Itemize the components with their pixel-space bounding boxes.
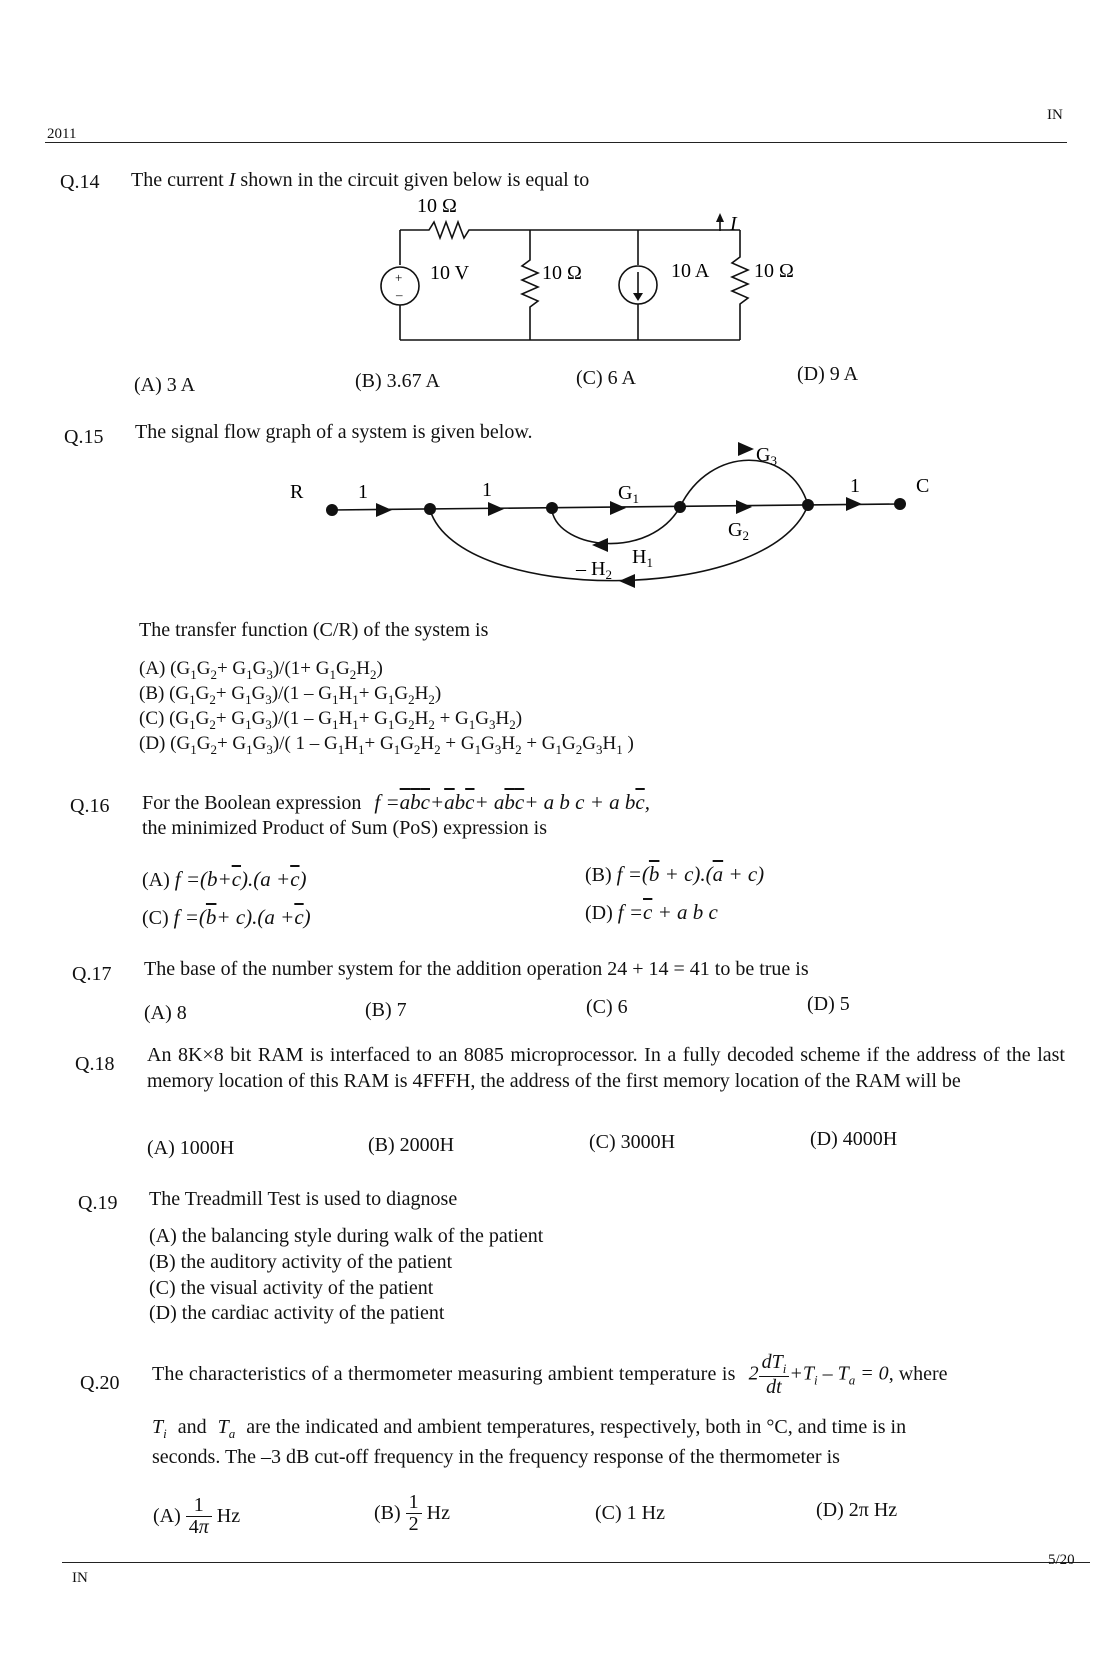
q20-line1-text: The characteristics of a thermometer measuring ambient temperature is bbox=[152, 1363, 736, 1386]
q17-option-b: (B) 7 bbox=[365, 999, 407, 1021]
q15-option-b-expr: $(G_1G_2+ G_1G_3)/(1 - G_1H_1+ G_1G_2H_2)$ bbox=[169, 683, 442, 707]
q14-label-current: I bbox=[730, 213, 737, 235]
q15-tf-text: The transfer function (C/R) of the system is bbox=[139, 619, 489, 641]
q20-option-b-label: (B) bbox=[374, 1502, 401, 1524]
q16-boolean-expression: $f =\overline{a}\overline{b}\overline{c}+\overline{a}b\overline{c}+ a\overline{b}\overline{c}+ a$ b c + a $b\overline{c}$, bbox=[374, 790, 650, 814]
q14-label-r-mid: 10 Ω bbox=[542, 262, 582, 284]
header-paper-code: IN bbox=[1047, 107, 1063, 123]
q20-option-a-fraction: $\frac{1}{4\pi}$ bbox=[186, 1495, 212, 1538]
q15-node-2 bbox=[424, 503, 436, 515]
q16-option-b bbox=[585, 862, 764, 887]
q19-question: The Treadmill Test is used to diagnose bbox=[149, 1188, 458, 1210]
q20-option-a-unit: Hz bbox=[216, 1505, 241, 1527]
q14-option-a: (A) 3 A bbox=[134, 374, 196, 396]
q15-label-gain-1a: 1 bbox=[358, 481, 368, 503]
q15-option-b bbox=[139, 683, 441, 708]
q20-var-ta: $T_a$ bbox=[217, 1416, 236, 1441]
q15-number: Q.15 bbox=[64, 426, 104, 448]
footer-page-number: 5/20 bbox=[1048, 1552, 1075, 1568]
q14-text-after: shown in the circuit given below is equal to bbox=[235, 169, 590, 191]
q14-right-resistor bbox=[732, 230, 748, 340]
q15-arrow-2 bbox=[488, 502, 504, 516]
q15-arrow-1 bbox=[376, 503, 392, 517]
q20-option-b bbox=[374, 1492, 450, 1535]
q15-label-g2-sub: 2 bbox=[742, 528, 749, 543]
q15-label-g3 bbox=[756, 444, 777, 468]
q15-arrow-4 bbox=[736, 500, 752, 514]
q15-label-gain-1c: 1 bbox=[850, 475, 860, 497]
q16-option-c-label: (C) bbox=[142, 907, 169, 929]
q16-option-d-label: (D) bbox=[585, 902, 613, 924]
q18-option-d: (D) 4000H bbox=[810, 1128, 898, 1150]
q15-label-g1 bbox=[618, 482, 639, 506]
q15-label-minus-h2 bbox=[575, 558, 612, 582]
q15-label-h1-letter: H bbox=[632, 546, 647, 568]
q17-option-a: (A) 8 bbox=[144, 1002, 187, 1024]
q15-arrow-h1 bbox=[592, 538, 608, 552]
q17-option-c: (C) 6 bbox=[586, 996, 628, 1018]
q15-label-r: R bbox=[290, 481, 304, 503]
q20-option-b-unit: Hz bbox=[426, 1502, 450, 1524]
q16-option-b-expr: $f =(\overline{b} + c).(\overline{a} + c)$ bbox=[616, 862, 765, 886]
q18-option-c: (C) 3000H bbox=[589, 1131, 676, 1153]
q15-node-c bbox=[894, 498, 906, 510]
q15-label-c: C bbox=[916, 475, 930, 497]
q15-node-5 bbox=[802, 499, 814, 511]
q14-option-d: (D) 9 A bbox=[797, 363, 859, 385]
q16-option-a-expr: $f =(b+\overline{c}).(a +\overline{c})$ bbox=[174, 867, 307, 891]
q16-line2: the minimized Product of Sum (PoS) expression is bbox=[142, 817, 547, 839]
q15-option-a-label: (A) bbox=[139, 658, 166, 679]
q16-option-c-expr: $f =(\overline{b}+ c).(a +\overline{c})$ bbox=[173, 905, 311, 929]
q20-option-c: (C) 1 Hz bbox=[595, 1502, 665, 1524]
q15-option-d-expr: $(G_1G_2+ G_1G_3)/$( $1 - G_1H_1+ G_1G_2H_2 + G_1G_3H_2 + G_1G_2G_3H_1$ ) bbox=[170, 733, 634, 757]
q14-label-source-v: 10 V bbox=[430, 262, 470, 284]
q14-top-wire bbox=[400, 222, 740, 238]
q15-node-r bbox=[326, 504, 338, 516]
q15-arrow-5 bbox=[846, 497, 862, 511]
q16-line1-text: For the Boolean expression bbox=[142, 792, 362, 814]
q15-arrow-h2 bbox=[619, 574, 635, 588]
header-rule bbox=[45, 142, 1067, 143]
q20-equation: 2 $\frac{dT_i}{dt}$ $+T_i - T_a = 0$ bbox=[748, 1351, 889, 1398]
q20-option-a bbox=[153, 1495, 240, 1538]
q14-mid-resistor bbox=[522, 230, 538, 340]
q15-option-c bbox=[139, 708, 522, 733]
q20-line2 bbox=[152, 1416, 906, 1442]
q15-label-gain-1b: 1 bbox=[482, 479, 492, 501]
q17-number: Q.17 bbox=[72, 963, 112, 985]
q15-label-g2-letter: G bbox=[728, 519, 743, 541]
q16-number: Q.16 bbox=[70, 795, 110, 817]
q15-label-g3-letter: G bbox=[756, 444, 771, 466]
q14-plus-sign: + bbox=[395, 270, 403, 285]
q19-number: Q.19 bbox=[78, 1192, 118, 1214]
q19-option-b: (B) the auditory activity of the patient bbox=[149, 1251, 453, 1273]
q14-label-r-top: 10 Ω bbox=[417, 195, 457, 217]
q18-option-b: (B) 2000H bbox=[368, 1134, 455, 1156]
q15-option-d-label: (D) bbox=[139, 733, 166, 754]
q16-line1 bbox=[142, 790, 650, 815]
q19-option-c: (C) the visual activity of the patient bbox=[149, 1277, 434, 1299]
q20-line1 bbox=[152, 1352, 1067, 1398]
q15-signal-flow-graph bbox=[290, 440, 950, 610]
q14-minus-sign: – bbox=[396, 287, 403, 302]
q16-option-b-label: (B) bbox=[585, 864, 612, 886]
footer-paper-code: IN bbox=[72, 1570, 88, 1586]
q15-label-g1-letter: G bbox=[618, 482, 633, 504]
footer-rule bbox=[62, 1562, 1090, 1563]
q14-number: Q.14 bbox=[60, 171, 100, 193]
q15-label-g1-sub: 1 bbox=[632, 491, 639, 506]
q15-loop-h1 bbox=[552, 507, 680, 544]
q15-label-h1 bbox=[632, 546, 653, 570]
q15-question: The signal flow graph of a system is given below. bbox=[135, 421, 533, 443]
header-year: 2011 bbox=[47, 126, 77, 142]
q14-circuit-diagram bbox=[370, 195, 820, 345]
q15-option-d bbox=[139, 733, 634, 758]
q20-number: Q.20 bbox=[80, 1372, 120, 1394]
q19-option-a: (A) the balancing style during walk of the patient bbox=[149, 1225, 544, 1247]
q14-option-c: (C) 6 A bbox=[576, 367, 636, 389]
q15-branch-g3 bbox=[680, 460, 808, 507]
q15-label-minus-h2-sub: 2 bbox=[605, 567, 612, 582]
q20-option-d: (D) 2π Hz bbox=[816, 1499, 898, 1521]
q18-option-a: (A) 1000H bbox=[147, 1137, 235, 1159]
q14-var: I bbox=[228, 169, 236, 191]
q19-option-d: (D) the cardiac activity of the patient bbox=[149, 1302, 445, 1324]
q15-label-h1-sub: 1 bbox=[646, 555, 653, 570]
q20-line3: seconds. The –3 dB cut-off frequency in the frequency response of the thermometer is bbox=[152, 1446, 840, 1468]
q14-label-source-i: 10 A bbox=[671, 260, 710, 282]
q16-option-a-label: (A) bbox=[142, 869, 170, 891]
q15-label-g2 bbox=[728, 519, 749, 543]
q15-option-a-expr: $(G_1G_2+ G_1G_3)/(1+ G_1G_2H_2)$ bbox=[170, 658, 383, 682]
q14-question bbox=[131, 169, 589, 192]
q15-node-3 bbox=[546, 502, 558, 514]
q15-node-4 bbox=[674, 501, 686, 513]
q20-line2-text: are the indicated and ambient temperatures, respectively, both in °C, and time is in bbox=[246, 1416, 907, 1438]
q16-option-d-expr: $f =\overline{c} + a$ b c bbox=[617, 900, 718, 924]
q20-option-b-fraction: $\frac{1}{2}$ bbox=[406, 1492, 422, 1535]
q20-line2-and: and bbox=[177, 1416, 207, 1438]
q16-option-a bbox=[142, 867, 307, 892]
q15-arrow-g3 bbox=[738, 442, 754, 456]
q17-question: The base of the number system for the addition operation 24 + 14 = 41 to be true is bbox=[144, 958, 809, 980]
q15-option-c-label: (C) bbox=[139, 708, 165, 729]
q18-number: Q.18 bbox=[75, 1053, 115, 1075]
q15-label-g3-sub: 3 bbox=[770, 453, 777, 468]
q20-option-a-label: (A) bbox=[153, 1505, 181, 1527]
q16-option-d bbox=[585, 900, 718, 925]
q15-label-minus-h2-letter: – H bbox=[576, 558, 606, 580]
q14-option-b: (B) 3.67 A bbox=[355, 370, 440, 392]
q18-question: An 8K×8 bit RAM is interfaced to an 8085 microprocessor. In a fully decoded scheme if the address of the last memory location of this RAM is 4FFFH, the address of the first memory location of the RAM will be bbox=[147, 1044, 1065, 1092]
q14-label-r-right: 10 Ω bbox=[754, 260, 794, 282]
q14-text-before: The current bbox=[131, 169, 229, 191]
q17-option-d: (D) 5 bbox=[807, 993, 850, 1015]
q16-option-c bbox=[142, 905, 311, 930]
q20-var-ti: $T_i$ bbox=[152, 1416, 167, 1441]
q15-option-a bbox=[139, 658, 383, 683]
q15-option-b-label: (B) bbox=[139, 683, 165, 704]
q20-line1-end: , where bbox=[888, 1363, 948, 1386]
q15-option-c-expr: $(G_1G_2+ G_1G_3)/(1 - G_1H_1+ G_1G_2H_2 + G_1G_3H_2)$ bbox=[169, 708, 523, 732]
